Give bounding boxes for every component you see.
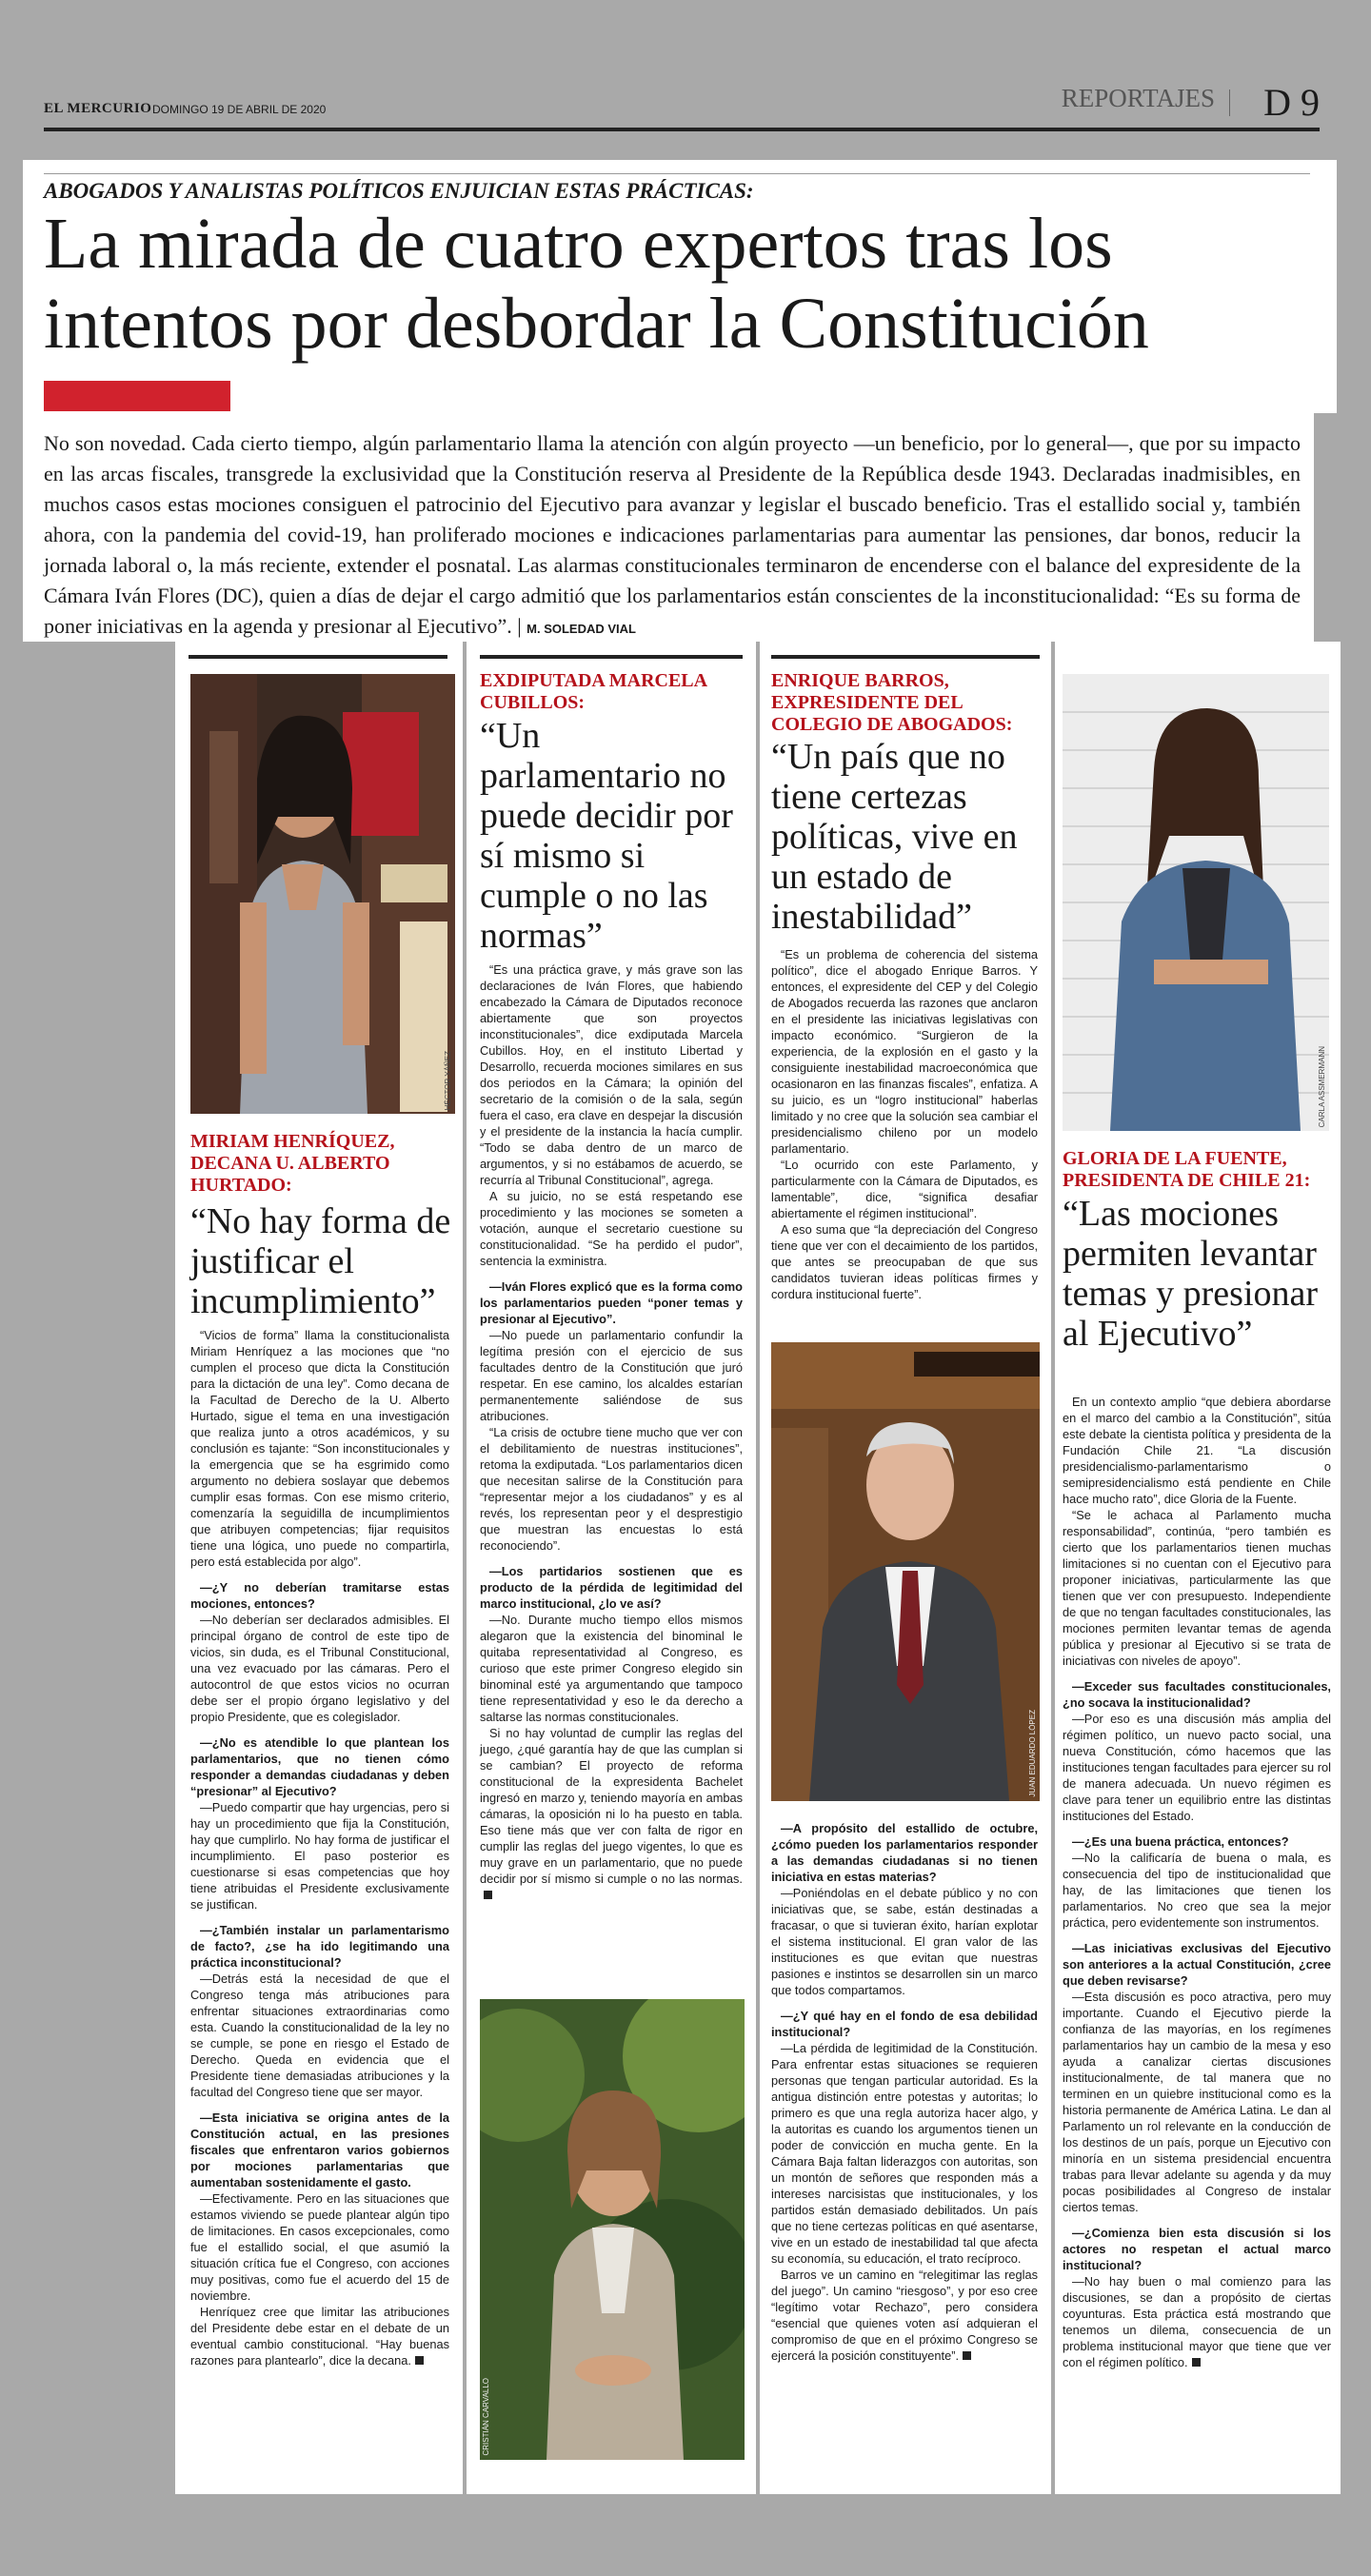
paragraph-text: —No hay buen o mal comienzo para las discusiones, se dan a propósito de ciertas coyunturas. Esta práctica está mostrando que tenemos un dilema, consecuencia de un problema institucional mayor que tiene que ver con el régimen político.	[1063, 2274, 1331, 2369]
photo-credit: HÉCTOR YÁÑEZ	[444, 1050, 452, 1110]
question: —A propósito del estallido de octubre, ¿cómo pueden los parlamentarios responder a las demandas ciudadanas si no tienen iniciativa en estas materias?	[771, 1821, 1038, 1884]
byline: M. SOLEDAD VIAL	[527, 622, 636, 636]
end-mark	[415, 2356, 424, 2365]
portrait-cubillos-image	[480, 1999, 745, 2460]
question: —Exceder sus facultades constitucionales, ¿no socava la institucionalidad?	[1063, 1679, 1331, 1710]
photo-credit: JUAN EDUARDO LÓPEZ	[1028, 1710, 1037, 1797]
end-mark	[1192, 2358, 1201, 2367]
article-body-bottom	[771, 1811, 1038, 2364]
paragraph-last	[771, 2267, 1038, 2364]
interviewee-label: ENRIQUE BARROS, EXPRESIDENTE DEL COLEGIO DE ABOGADOS:	[771, 670, 1013, 735]
kicker: ABOGADOS Y ANALISTAS POLÍTICOS ENJUICIAN ESTAS PRÁCTICAS:	[44, 179, 754, 203]
interviewee-label: MIRIAM HENRÍQUEZ, DECANA U. ALBERTO HURTADO:	[190, 1131, 395, 1196]
paragraph: “La crisis de octubre tiene mucho que ver con el debilitamiento de nuestras instituciones”, retoma la exdiputada. “Los parlamentarios dicen que necesitan salirse de la Constitución para “representar mejor a los ciudadanos” y es al revés, los representan peor y el desprestigio que muestran las encuestas lo está reconociendo”.	[480, 1425, 743, 1553]
paragraph-text: Henríquez cree que limitar las atribuciones del Presidente debe estar en el debate de un eventual cambio constitucional. “Hay buenas razones para plantearlo”, dice la decana.	[190, 2305, 449, 2368]
paragraph: —No la calificaría de buena o mala, es consecuencia del tipo de institucionalidad que hay, de las limitaciones que tienen los parlamentarios. No creo que sea la mejor práctica, pero evidentemente son instrumentos.	[1063, 1851, 1331, 1930]
paper-name: EL MERCURIO	[44, 101, 152, 116]
section-separator	[1229, 89, 1230, 116]
question: —¿No es atendible lo que plantean los parlamentarios, que no tienen cómo responder a demandas ciudadanas y deben “presionar” al Ejecutivo?	[190, 1735, 449, 1798]
article-body	[190, 1327, 449, 2368]
paragraph-text: Barros ve un camino en “relegitimar las reglas del juego”. Un camino “riesgoso”, y por eso cree “legítimo votar Rechazo”, pero considera “esencial que quienes voten así adquieran el compromiso de que en el próximo Congreso se ejercerá la posición constituyente”.	[771, 2268, 1038, 2363]
red-accent-bar	[44, 381, 230, 411]
photo-credit: CRISTIÁN CARVALLO	[482, 2378, 490, 2456]
portrait-cubillos	[480, 1999, 745, 2460]
paragraph: —No puede un parlamentario confundir la legítima presión con el ejercicio de sus facultades dentro de la Constitución que juró respetar. En ese camino, los alcaldes estarían permanentemente saliéndose de sus atribuciones.	[480, 1328, 743, 1423]
paragraph: —Poniéndolas en el debate público y no con iniciativas que, se sabe, están destinadas a fracasar, o que si tuvieran éxito, harían explotar el sistema institucional. El gran valor de las instituciones es que evitan que nuestras pasiones e instintos se desarrollen sin un marco que todos compartamos.	[771, 1886, 1038, 1997]
paragraph-last	[480, 1725, 743, 1903]
section-name: REPORTAJES	[1061, 84, 1215, 112]
masthead	[44, 81, 1320, 131]
question: —¿También instalar un parlamentarismo de facto?, ¿se ha ido legitimando una práctica inconstitucional?	[190, 1923, 449, 1970]
interviewee-label: GLORIA DE LA FUENTE, PRESIDENTA DE CHILE 21:	[1063, 1148, 1311, 1191]
paragraph: “Se le achaca al Parlamento mucha responsabilidad”, continúa, “pero también es cierto que los parlamentarios tienen muchas limitaciones si no cuentan con el Ejecutivo para proponer iniciativas, particularmente las que tienen que ver con presupuesto. Independiente de que no tengan facultades constitucionales, las mociones permiten levantar temas de agenda pública y presionar al Ejecutivo si se trata de iniciativas con niveles de apoyo”.	[1063, 1508, 1331, 1668]
column-delafuente	[1055, 642, 1341, 2494]
paragraph: A su juicio, no se está respetando ese procedimiento y las mociones se someten a votación, aunque el secretario cuestione su constitucionalidad. “Se ha perdido el pudor”, sentencia la exministra.	[480, 1189, 743, 1268]
paragraph: “Vicios de forma” llama la constitucionalista Miriam Henríquez a las mociones que “no cumplen el proceso que dicta la Constitución para la dictación de una ley”. Como decana de la Facultad de Derecho de la U. Alberto Hurtado, sigue el tema en una investigación que realiza junto a otros académicos, y su conclusión es tajante: “Son inconstitucionales y la emergencia que se ha esgrimido como argumento no debiera soslayar que debemos cumplir esas formas. Con ese mismo criterio, comenzaría la seguidilla de incumplimientos que atribuyen competencias; fijar requisitos tiene una lógica, uno puede no compartirla, pero está establecida por algo”.	[190, 1328, 449, 1569]
paragraph: —No deberían ser declarados admisibles. El principal órgano de control de este tipo de vicios, sin duda, es el Tribunal Constitucional, una vez evacuado por las cámaras. Pero el autocontrol de que estos vicios no ocurran debe ser el propio órgano legislativo y del propio Presidente, que es colegislador.	[190, 1613, 449, 1724]
page-number: D 9	[1263, 81, 1320, 124]
portrait-barros	[771, 1342, 1040, 1801]
intro-text: No son novedad. Cada cierto tiempo, algún parlamentario llama la atención con algún proyecto —un beneficio, por lo general—, que por su impacto en las arcas fiscales, transgrede la exclusividad que la Constitución reserva al Presidente de la República desde 1943. Declaradas inadmisibles, en muchos casos estas mociones consiguen el patrocinio del Ejecutivo para avanzar y legislar el buscado beneficio. Tras el estallido social y, también ahora, con la pandemia del covid-19, han proliferado mociones e indicaciones parlamentarias para aumentar las pensiones, dar bonos, reducir la jornada laboral o, la más reciente, extender el posnatal. Las alarmas constitucionales terminaron de encenderse con el balance del expresidente de la Cámara Iván Flores (DC), quien a días de dejar el cargo admitió que los parlamentarios están conscientes de la inconstitucionalidad: “Es su forma de poner iniciativas en la agenda y presionar al Ejecutivo”. |	[44, 431, 1301, 638]
column-barros	[760, 642, 1051, 2494]
paragraph-last	[190, 2304, 449, 2368]
paragraph: —Por eso es una discusión más amplia del régimen político, un nuevo pacto social, una nueva Constitución, cómo hacemos que las instituciones tengan facultades para ejercer su rol de manera adecuada. Un nuevo régimen es clave para tener un equilibrio entre las distintas instituciones del Estado.	[1063, 1712, 1331, 1823]
paragraph: “Es una práctica grave, y más grave son las declaraciones de Iván Flores, que habiendo encabezado la Cámara de Diputados reconoce abiertamente que son proyectos inconstitucionales”, dice exdiputada Marcela Cubillos. Hoy, en el instituto Libertad y Desarrollo, recuerda mociones similares en sus dos periodos en la Cámara; la opinión del secretario de la comisión o de la sala, según fuera el caso, era clave en despejar la discusión y el presidente de la instancia la hacía cumplir. “Todo se daba dentro de un marco de argumentos, y si no estábamos de acuerdo, se recurría al Tribunal Constitucional”, agrega.	[480, 962, 743, 1187]
headline: La mirada de cuatro expertos tras los intentos por desbordar la Constitución	[44, 204, 1149, 364]
intro-paragraph	[44, 428, 1301, 644]
paragraph: —Efectivamente. Pero en las situaciones que estamos viviendo se puede plantear algún tipo de limitaciones. En casos excepcionales, como fue el estallido social, el que asumió la situación crítica fue el Congreso, con acciones muy positivas, como fue el acuerdo del 15 de noviembre.	[190, 2191, 449, 2303]
portrait-henriquez	[190, 674, 455, 1114]
portrait-barros-image	[771, 1342, 1040, 1801]
photo-credit: CARLA ASSMERMANN	[1318, 1045, 1326, 1127]
header-rule	[44, 173, 1310, 174]
paragraph: En un contexto amplio “que debiera abordarse en el marco del cambio a la Constitución”, sitúa este debate la cientista política y presidenta de la Fundación Chile 21. “La discusión presidencialismo-parlamentarismo o semipresidencialismo está pendiente en Chile hace mucho rato”, dice Gloria de la Fuente.	[1063, 1395, 1331, 1506]
article-body-top	[771, 946, 1038, 1302]
paragraph: —La pérdida de legitimidad de la Constitución. Para enfrentar estas situaciones se requieren personas que tengan particular autoridad. Es la antigua distinción entre potestas y autoritas; lo primero es que una regla autoriza hacer algo, y la autoritas es cuando los argumentos tienen un poder de convicción en mucha gente. En la Cámara Baja faltan liderazgos con autoritas, son un montón de señores que responden más a intereses narcisistas que institucionales, y los partidos están demasiado debilitados. Un país que no tiene certezas políticas en qué asentarse, vive en un estado de inestabilidad tal que afecta su economía, su educación, el trato recíproco.	[771, 2041, 1038, 2266]
paragraph-text: Si no hay voluntad de cumplir las reglas del juego, ¿qué garantía hay de que las cumplan si se cambian? El proyecto de reforma constitucional de la expresidenta Bachelet ingresó en marzo y, teniendo mayoría en ambas cámaras, la oposición ni lo ha puesto en tabla. Eso tiene más que ver con falta de rigor en cumplir las reglas del juego vigentes, lo que es muy grave en un parlamentario, que no puede decidir por sí mismo si cumple o no las normas.	[480, 1726, 743, 1886]
question: —¿Y no deberían tramitarse estas mociones, entonces?	[190, 1580, 449, 1611]
paragraph: —Puedo compartir que hay urgencias, pero si hay un procedimiento que fija la Constitución, hay que cumplirlo. No hay forma de justificar el incumplimiento. El paso posterior es cuestionarse si esas competencias que hoy tiene atribuidas el Presidente exclusivamente se justifican.	[190, 1800, 449, 1912]
column-henriquez	[175, 642, 463, 2494]
question: —Los partidarios sostienen que es producto de la pérdida de legitimidad del marco institucional, ¿lo ve así?	[480, 1564, 743, 1611]
column-top-rule	[189, 655, 447, 659]
column-top-rule	[771, 655, 1040, 659]
interviewee-label: EXDIPUTADA MARCELA CUBILLOS:	[480, 670, 706, 713]
paragraph: “Lo ocurrido con este Parlamento, y particularmente con la Cámara de Diputados, es lamentable”, dice, “significa desafiar abiertamente el régimen institucional”.	[771, 1158, 1038, 1220]
end-mark	[963, 2351, 971, 2360]
column-cubillos	[467, 642, 756, 2494]
paragraph: A eso suma que “la depreciación del Congreso tiene que ver con el decaimiento de los partidos, que antes se preocupaban de que sus candidatos tuvieran ideas políticas firmes y cordura institucional fuerte”.	[771, 1222, 1038, 1301]
question: —Esta iniciativa se origina antes de la Constitución actual, en las presiones fiscales que enfrentaron varios gobiernos por mociones parlamentarias que aumentaban sostenidamente el gasto.	[190, 2110, 449, 2190]
pull-quote: “Un parlamentario no puede decidir por sí mismo si cumple o no las normas”	[480, 716, 733, 956]
paragraph: —Detrás está la necesidad de que el Congreso tenga más atribuciones para enfrentar situaciones extraordinarias como esta. Cuando la constitucionalidad de la ley no se cumple, se pone en riesgo el Estado de Derecho. Queda en evidencia que el Presidente tiene demasiadas atribuciones y la facultad del Congreso tiene que ser mayor.	[190, 1972, 449, 2099]
pull-quote: “Un país que no tiene certezas políticas, vive en un estado de inestabilidad”	[771, 737, 1018, 937]
question: —¿Y qué hay en el fondo de esa debilidad institucional?	[771, 2009, 1038, 2039]
paragraph: —Esta discusión es poco atractiva, pero muy importante. Cuando el Ejecutivo pierde la confianza de las mayorías, en los regímenes parlamentarios hay un cambio de la mesa y eso ayuda a canalizar ciertas discusiones institucionalmente, de tal manera que no terminen en un quiebre institucional como es la historia permanente de América Latina. Le dan al Parlamento un rol relevante en la conducción de los destinos de un país, porque un Ejecutivo con minoría en un sistema presidencial encuentra trabas para llevar adelante su agenda y da muy pocas posibilidades al Congreso de instalar ciertos temas.	[1063, 1990, 1331, 2214]
article-body	[480, 961, 743, 1903]
paper-date: DOMINGO 19 DE ABRIL DE 2020	[152, 103, 327, 116]
intro-box	[23, 413, 1314, 642]
pull-quote: “Las mociones permiten levantar temas y presionar al Ejecutivo”	[1063, 1194, 1319, 1354]
pull-quote: “No hay forma de justificar el incumplimiento”	[190, 1201, 451, 1321]
paragraph-last	[1063, 2273, 1331, 2370]
question: —¿Es una buena práctica, entonces?	[1072, 1834, 1289, 1849]
paragraph: “Es un problema de coherencia del sistema político”, dice el abogado Enrique Barros. Y entonces, el expresidente del CEP y del Colegio de Abogados recuerda las razones que anclaron en el presidente las iniciativas legislativas con impacto económico. “Surgieron de la experiencia, de la explosión en el gasto y la consiguiente inestabilidad macroeconómica que ocasionaron en las finanzas fiscales”, enfatiza. A su juicio, es un “logro institucional” haberlas limitado y no cree que la solución sea cambiar el presidencialismo chileno por un modelo parlamentario.	[771, 947, 1038, 1156]
article-body	[1063, 1394, 1331, 2370]
question: —Las iniciativas exclusivas del Ejecutivo son anteriores a la actual Constitución, ¿cree que deben revisarse?	[1063, 1941, 1331, 1988]
paragraph: —No. Durante mucho tiempo ellos mismos alegaron que la existencia del binominal le quitaba representatividad al Congreso, es curioso que este primer Congreso elegido sin binominal esté ya argumentando que tampoco tiene representatividad y eso le da derecho a saltarse las normas constitucionales.	[480, 1613, 743, 1724]
end-mark	[484, 1891, 492, 1899]
headline-box	[23, 160, 1337, 413]
column-top-rule	[480, 655, 743, 659]
portrait-henriquez-image	[190, 674, 455, 1114]
portrait-delafuente-image	[1063, 674, 1329, 1131]
portrait-delafuente	[1063, 674, 1329, 1131]
question: —Iván Flores explicó que es la forma como los parlamentarios pueden “poner temas y presionar al Ejecutivo”.	[480, 1279, 743, 1326]
question: —¿Comienza bien esta discusión si los actores no respetan el actual marco institucional?	[1063, 2226, 1331, 2272]
